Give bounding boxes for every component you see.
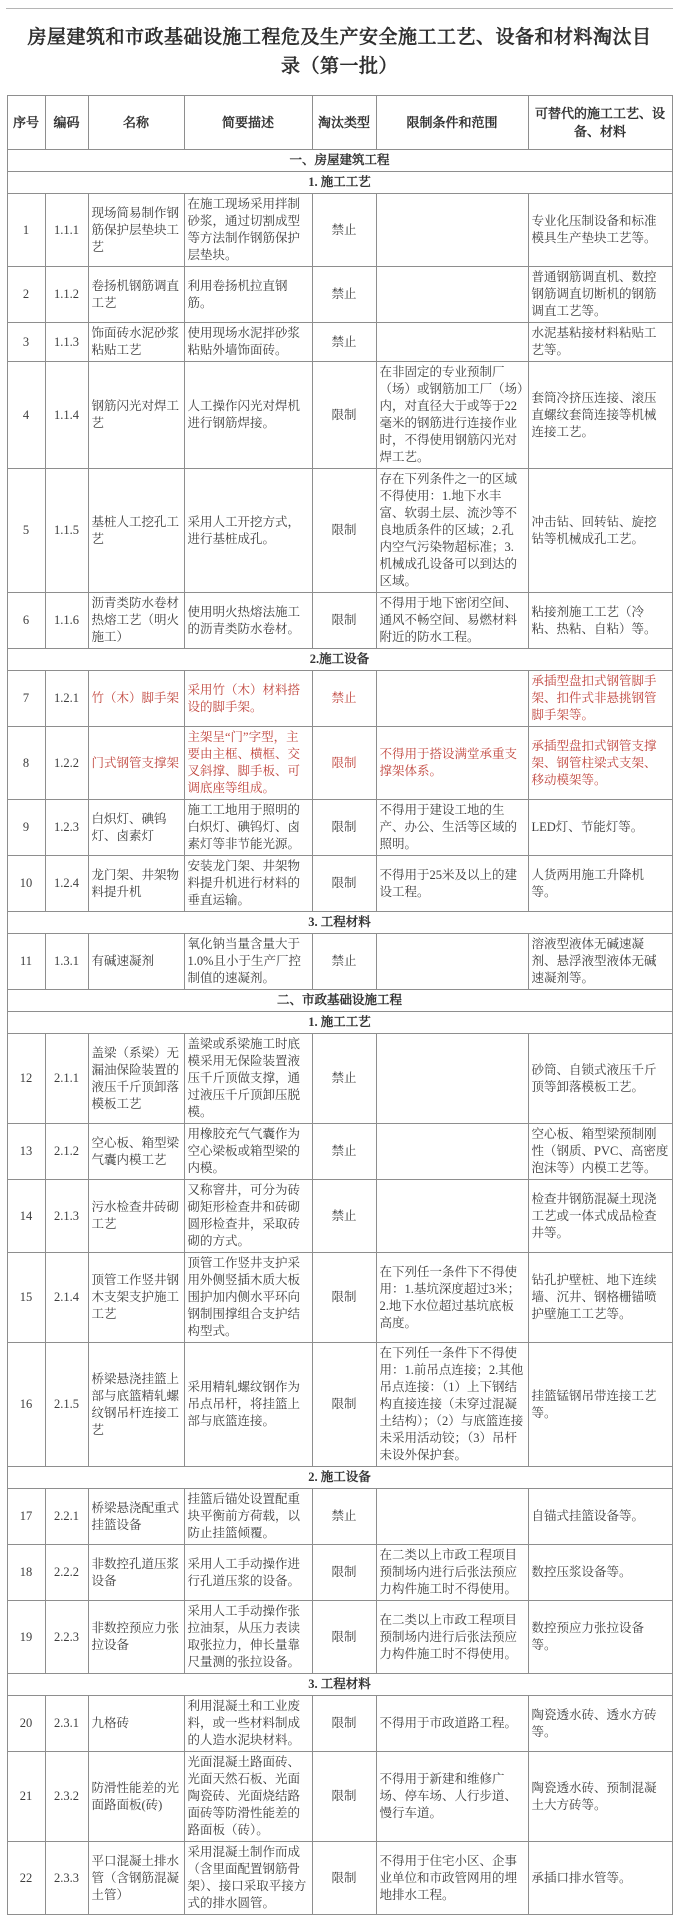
cell-description: 使用现场水泥拌砂浆粘贴外墙饰面砖。: [184, 323, 312, 362]
cell-description: 用橡胶充气气囊作为空心梁板或箱型梁的内模。: [184, 1124, 312, 1180]
cell-serial: 8: [7, 727, 45, 800]
cell-code: 1.1.1: [45, 194, 88, 267]
cell-elimination-type: 禁止: [312, 1489, 376, 1545]
cell-conditions: [376, 671, 528, 727]
cell-code: 2.1.1: [45, 1034, 88, 1124]
cell-serial: 19: [7, 1601, 45, 1674]
cell-alternative: 承插口排水管等。: [528, 1842, 672, 1915]
cell-conditions: [376, 323, 528, 362]
cell-conditions: [376, 267, 528, 323]
cell-conditions: 在下列任一条件下不得使用：1.前吊点连接；2.其他吊点连接：（1）上下钢结构直接连接（未穿过混凝土结构）；（2）与底篮连接未采用活动铰；（3）吊杆未设外保护套。: [376, 1343, 528, 1467]
cell-alternative: 自锚式挂篮设备等。: [528, 1489, 672, 1545]
cell-serial: 20: [7, 1696, 45, 1752]
cell-description: 采用人工手动操作张拉油泵，从压力表读取张拉力，伸长量靠尺量测的张拉设备。: [184, 1601, 312, 1674]
cell-elimination-type: 限制: [312, 1545, 376, 1601]
section-row: [7, 150, 672, 172]
table-row: [7, 1253, 672, 1343]
cell-serial: 2: [7, 267, 45, 323]
cell-alternative: 溶液型液体无碱速凝剂、悬浮液型液体无碱速凝剂等。: [528, 934, 672, 990]
cell-conditions: 不得用于建设工地的生产、办公、生活等区域的照明。: [376, 800, 528, 856]
cell-conditions: [376, 934, 528, 990]
cell-code: 1.1.2: [45, 267, 88, 323]
cell-alternative: 专业化压制设备和标准模具生产垫块工艺等。: [528, 194, 672, 267]
cell-description: 采用混凝土制作而成（含里面配置钢筋骨架）、接口采取平接方式的排水圆管。: [184, 1842, 312, 1915]
cell-serial: 10: [7, 856, 45, 912]
cell-alternative: 承插型盘扣式钢管脚手架、扣件式非悬挑钢管脚手架等。: [528, 671, 672, 727]
cell-alternative: 陶瓷透水砖、透水方砖等。: [528, 1696, 672, 1752]
subsection-title: 1. 施工工艺: [7, 1012, 672, 1034]
subsection-row: [7, 1674, 672, 1696]
cell-name: 有碱速凝剂: [88, 934, 184, 990]
cell-code: 2.2.3: [45, 1601, 88, 1674]
cell-code: 2.3.2: [45, 1752, 88, 1842]
cell-description: 人工操作闪光对焊机进行钢筋焊接。: [184, 362, 312, 469]
cell-name: 龙门架、井架物料提升机: [88, 856, 184, 912]
table-row: [7, 323, 672, 362]
table-row: [7, 800, 672, 856]
cell-code: 2.2.1: [45, 1489, 88, 1545]
cell-alternative: 冲击钻、回转钻、旋挖钻等机械成孔工艺。: [528, 469, 672, 593]
cell-conditions: 不得用于地下密闭空间、通风不畅空间、易燃材料附近的防水工程。: [376, 593, 528, 649]
section-title: 二、市政基础设施工程: [7, 990, 672, 1012]
cell-elimination-type: 禁止: [312, 194, 376, 267]
table-row: [7, 727, 672, 800]
cell-description: 利用卷扬机拉直钢筋。: [184, 267, 312, 323]
cell-name: 平口混凝土排水管（含钢筋混凝土管）: [88, 1842, 184, 1915]
cell-name: 竹（木）脚手架: [88, 671, 184, 727]
cell-alternative: 套筒冷挤压连接、滚压直螺纹套筒连接等机械连接工艺。: [528, 362, 672, 469]
catalog-body: [7, 150, 672, 1915]
cell-code: 1.1.5: [45, 469, 88, 593]
cell-serial: 12: [7, 1034, 45, 1124]
cell-code: 2.1.3: [45, 1180, 88, 1253]
cell-description: 又称窨井，可分为砖砌矩形检查井和砖砌圆形检查井，采取砖砌的方式。: [184, 1180, 312, 1253]
cell-name: 防滑性能差的光面路面板(砖): [88, 1752, 184, 1842]
cell-description: 挂篮后锚处设置配重块平衡前方荷载，以防止挂篮倾覆。: [184, 1489, 312, 1545]
catalog-table: [7, 95, 673, 1915]
cell-elimination-type: 禁止: [312, 267, 376, 323]
cell-serial: 1: [7, 194, 45, 267]
cell-name: 卷扬机钢筋调直工艺: [88, 267, 184, 323]
cell-alternative: 钻孔护壁桩、地下连续墙、沉井、钢格栅锚喷护壁施工工艺等。: [528, 1253, 672, 1343]
cell-name: 白炽灯、碘钨灯、卤素灯: [88, 800, 184, 856]
cell-elimination-type: 禁止: [312, 934, 376, 990]
table-row: [7, 1752, 672, 1842]
cell-name: 沥青类防水卷材热熔工艺（明火施工）: [88, 593, 184, 649]
cell-name: 饰面砖水泥砂浆粘贴工艺: [88, 323, 184, 362]
cell-elimination-type: 限制: [312, 1601, 376, 1674]
header-description: 简要描述: [184, 95, 312, 149]
section-row: [7, 990, 672, 1012]
cell-elimination-type: 限制: [312, 469, 376, 593]
cell-alternative: 人货两用施工升降机等。: [528, 856, 672, 912]
table-row: [7, 469, 672, 593]
subsection-row: [7, 1012, 672, 1034]
header-code: 编码: [45, 95, 88, 149]
cell-elimination-type: 限制: [312, 362, 376, 469]
top-divider: [6, 8, 673, 9]
cell-serial: 21: [7, 1752, 45, 1842]
header-serial: 序号: [7, 95, 45, 149]
cell-alternative: 空心板、箱型梁预制刚性（钢质、PVC、高密度泡沫等）内模工艺等。: [528, 1124, 672, 1180]
cell-elimination-type: 禁止: [312, 1034, 376, 1124]
table-row: [7, 1180, 672, 1253]
cell-code: 1.2.4: [45, 856, 88, 912]
table-row: [7, 1489, 672, 1545]
cell-name: 顶管工作竖井钢木支架支护施工工艺: [88, 1253, 184, 1343]
cell-serial: 6: [7, 593, 45, 649]
subsection-title: 3. 工程材料: [7, 1674, 672, 1696]
cell-description: 采用精轧螺纹钢作为吊点吊杆，将挂篮上部与底篮连接。: [184, 1343, 312, 1467]
cell-alternative: 数控压浆设备等。: [528, 1545, 672, 1601]
cell-elimination-type: 禁止: [312, 323, 376, 362]
cell-serial: 11: [7, 934, 45, 990]
subsection-row: [7, 649, 672, 671]
cell-code: 1.1.4: [45, 362, 88, 469]
cell-serial: 9: [7, 800, 45, 856]
cell-serial: 3: [7, 323, 45, 362]
table-row: [7, 267, 672, 323]
cell-conditions: 不得用于25米及以上的建设工程。: [376, 856, 528, 912]
cell-serial: 4: [7, 362, 45, 469]
table-row: [7, 1124, 672, 1180]
cell-elimination-type: 限制: [312, 727, 376, 800]
header-alternative: 可替代的施工工艺、设备、材料: [528, 95, 672, 149]
cell-description: 顶管工作竖井支护采用外侧竖插木质大板围护加内侧水平环向钢制围撑组合支护结构型式。: [184, 1253, 312, 1343]
cell-name: 盖梁（系梁）无漏油保险装置的液压千斤顶卸落模板工艺: [88, 1034, 184, 1124]
cell-elimination-type: 限制: [312, 1343, 376, 1467]
cell-code: 2.3.1: [45, 1696, 88, 1752]
cell-elimination-type: 限制: [312, 800, 376, 856]
cell-description: 盖梁或系梁施工时底模采用无保险装置液压千斤顶做支撑，通过液压千斤顶卸压脱模。: [184, 1034, 312, 1124]
table-row: [7, 1696, 672, 1752]
table-row: [7, 856, 672, 912]
cell-conditions: 在二类以上市政工程项目预制场内进行后张法预应力构件施工时不得使用。: [376, 1601, 528, 1674]
cell-name: 污水检查井砖砌工艺: [88, 1180, 184, 1253]
page-title: 房屋建筑和市政基础设施工程危及生产安全施工工艺、设备和材料淘汰目录（第一批）: [27, 27, 652, 78]
cell-description: 采用竹（木）材料搭设的脚手架。: [184, 671, 312, 727]
cell-conditions: 不得用于搭设满堂承重支撑架体系。: [376, 727, 528, 800]
cell-name: 现场简易制作钢筋保护层垫块工艺: [88, 194, 184, 267]
cell-description: 利用混凝土和工业废料，或一些材料制成的人造水泥块材料。: [184, 1696, 312, 1752]
cell-alternative: 挂篮锰钢吊带连接工艺等。: [528, 1343, 672, 1467]
cell-code: 1.1.3: [45, 323, 88, 362]
cell-conditions: 不得用于新建和维修广场、停车场、人行步道、慢行车道。: [376, 1752, 528, 1842]
cell-alternative: 普通钢筋调直机、数控钢筋调直切断机的钢筋调直工艺等。: [528, 267, 672, 323]
cell-code: 1.2.1: [45, 671, 88, 727]
cell-conditions: 不得用于住宅小区、企事业单位和市政管网用的埋地排水工程。: [376, 1842, 528, 1915]
table-row: [7, 934, 672, 990]
header-type: 淘汰类型: [312, 95, 376, 149]
cell-alternative: 承插型盘扣式钢管支撑架、钢管柱梁式支架、移动模架等。: [528, 727, 672, 800]
cell-code: 2.3.3: [45, 1842, 88, 1915]
table-row: [7, 1034, 672, 1124]
section-title: 一、房屋建筑工程: [7, 150, 672, 172]
cell-description: 采用人工手动操作进行孔道压浆的设备。: [184, 1545, 312, 1601]
table-row: [7, 362, 672, 469]
cell-elimination-type: 限制: [312, 1752, 376, 1842]
cell-alternative: LED灯、节能灯等。: [528, 800, 672, 856]
table-row: [7, 593, 672, 649]
cell-conditions: 在二类以上市政工程项目预制场内进行后张法预应力构件施工时不得使用。: [376, 1545, 528, 1601]
cell-code: 2.1.2: [45, 1124, 88, 1180]
cell-code: 1.2.2: [45, 727, 88, 800]
cell-elimination-type: 限制: [312, 1253, 376, 1343]
cell-description: 氧化钠当量含量大于1.0%且小于生产厂控制值的速凝剂。: [184, 934, 312, 990]
cell-code: 1.1.6: [45, 593, 88, 649]
cell-alternative: 陶瓷透水砖、预制混凝土大方砖等。: [528, 1752, 672, 1842]
header-name: 名称: [88, 95, 184, 149]
cell-name: 非数控孔道压浆设备: [88, 1545, 184, 1601]
cell-name: 门式钢管支撑架: [88, 727, 184, 800]
cell-conditions: 存在下列条件之一的区域不得使用：1.地下水丰富、软弱土层、流沙等不良地质条件的区域；2.孔内空气污染物超标准；3.机械成孔设备可以到达的区域。: [376, 469, 528, 593]
cell-conditions: [376, 1180, 528, 1253]
cell-name: 空心板、箱型梁气囊内模工艺: [88, 1124, 184, 1180]
cell-elimination-type: 限制: [312, 856, 376, 912]
cell-conditions: 不得用于市政道路工程。: [376, 1696, 528, 1752]
cell-code: 2.1.5: [45, 1343, 88, 1467]
cell-serial: 18: [7, 1545, 45, 1601]
cell-name: 钢筋闪光对焊工艺: [88, 362, 184, 469]
cell-elimination-type: 禁止: [312, 1180, 376, 1253]
cell-description: 光面混凝土路面砖、光面天然石板、光面陶瓷砖、光面烧结路面砖等防滑性能差的路面板（砖）。: [184, 1752, 312, 1842]
cell-alternative: 砂筒、自锁式液压千斤顶等卸落模板工艺。: [528, 1034, 672, 1124]
cell-elimination-type: 禁止: [312, 1124, 376, 1180]
subsection-title: 1. 施工工艺: [7, 172, 672, 194]
cell-serial: 14: [7, 1180, 45, 1253]
table-row: [7, 194, 672, 267]
cell-conditions: 在下列任一条件下不得使用：1.基坑深度超过3米；2.地下水位超过基坑底板高度。: [376, 1253, 528, 1343]
cell-code: 2.2.2: [45, 1545, 88, 1601]
cell-name: 九格砖: [88, 1696, 184, 1752]
cell-code: 1.2.3: [45, 800, 88, 856]
cell-description: 主架呈“门”字型，主要由主框、横框、交叉斜撑、脚手板、可调底座等组成。: [184, 727, 312, 800]
cell-description: 使用明火热熔法施工的沥青类防水卷材。: [184, 593, 312, 649]
cell-serial: 7: [7, 671, 45, 727]
subsection-title: 2.施工设备: [7, 649, 672, 671]
cell-name: 桥梁悬浇挂篮上部与底篮精轧螺纹钢吊杆连接工艺: [88, 1343, 184, 1467]
subsection-title: 2. 施工设备: [7, 1467, 672, 1489]
cell-conditions: 在非固定的专业预制厂（场）或钢筋加工厂（场）内，对直径大于或等于22毫米的钢筋进行连接作业时，不得使用钢筋闪光对焊工艺。: [376, 362, 528, 469]
cell-code: 2.1.4: [45, 1253, 88, 1343]
cell-name: 桥梁悬浇配重式挂篮设备: [88, 1489, 184, 1545]
cell-serial: 16: [7, 1343, 45, 1467]
cell-elimination-type: 禁止: [312, 671, 376, 727]
table-row: [7, 1842, 672, 1915]
cell-description: 在施工现场采用拌制砂浆，通过切割成型等方法制作钢筋保护层垫块。: [184, 194, 312, 267]
cell-serial: 13: [7, 1124, 45, 1180]
cell-serial: 5: [7, 469, 45, 593]
cell-description: 施工工地用于照明的白炽灯、碘钨灯、卤素灯等非节能光源。: [184, 800, 312, 856]
cell-conditions: [376, 1034, 528, 1124]
subsection-row: [7, 1467, 672, 1489]
header-row: [7, 95, 672, 149]
cell-serial: 15: [7, 1253, 45, 1343]
subsection-row: [7, 172, 672, 194]
subsection-title: 3. 工程材料: [7, 912, 672, 934]
cell-conditions: [376, 1124, 528, 1180]
cell-alternative: 粘接剂施工工艺（冷粘、热粘、自粘）等。: [528, 593, 672, 649]
cell-conditions: [376, 194, 528, 267]
cell-alternative: 水泥基粘接材料粘贴工艺等。: [528, 323, 672, 362]
cell-alternative: 数控预应力张拉设备等。: [528, 1601, 672, 1674]
cell-code: 1.3.1: [45, 934, 88, 990]
cell-description: 安装龙门架、井架物料提升机进行材料的垂直运输。: [184, 856, 312, 912]
cell-elimination-type: 限制: [312, 593, 376, 649]
cell-name: 非数控预应力张拉设备: [88, 1601, 184, 1674]
cell-elimination-type: 限制: [312, 1696, 376, 1752]
header-conditions: 限制条件和范围: [376, 95, 528, 149]
cell-elimination-type: 限制: [312, 1842, 376, 1915]
table-row: [7, 1545, 672, 1601]
subsection-row: [7, 912, 672, 934]
table-row: [7, 671, 672, 727]
cell-serial: 22: [7, 1842, 45, 1915]
cell-conditions: [376, 1489, 528, 1545]
table-row: [7, 1601, 672, 1674]
cell-name: 基桩人工挖孔工艺: [88, 469, 184, 593]
cell-serial: 17: [7, 1489, 45, 1545]
table-row: [7, 1343, 672, 1467]
cell-alternative: 检查井钢筋混凝土现浇工艺或一体式成品检查井等。: [528, 1180, 672, 1253]
cell-description: 采用人工开挖方式，进行基桩成孔。: [184, 469, 312, 593]
